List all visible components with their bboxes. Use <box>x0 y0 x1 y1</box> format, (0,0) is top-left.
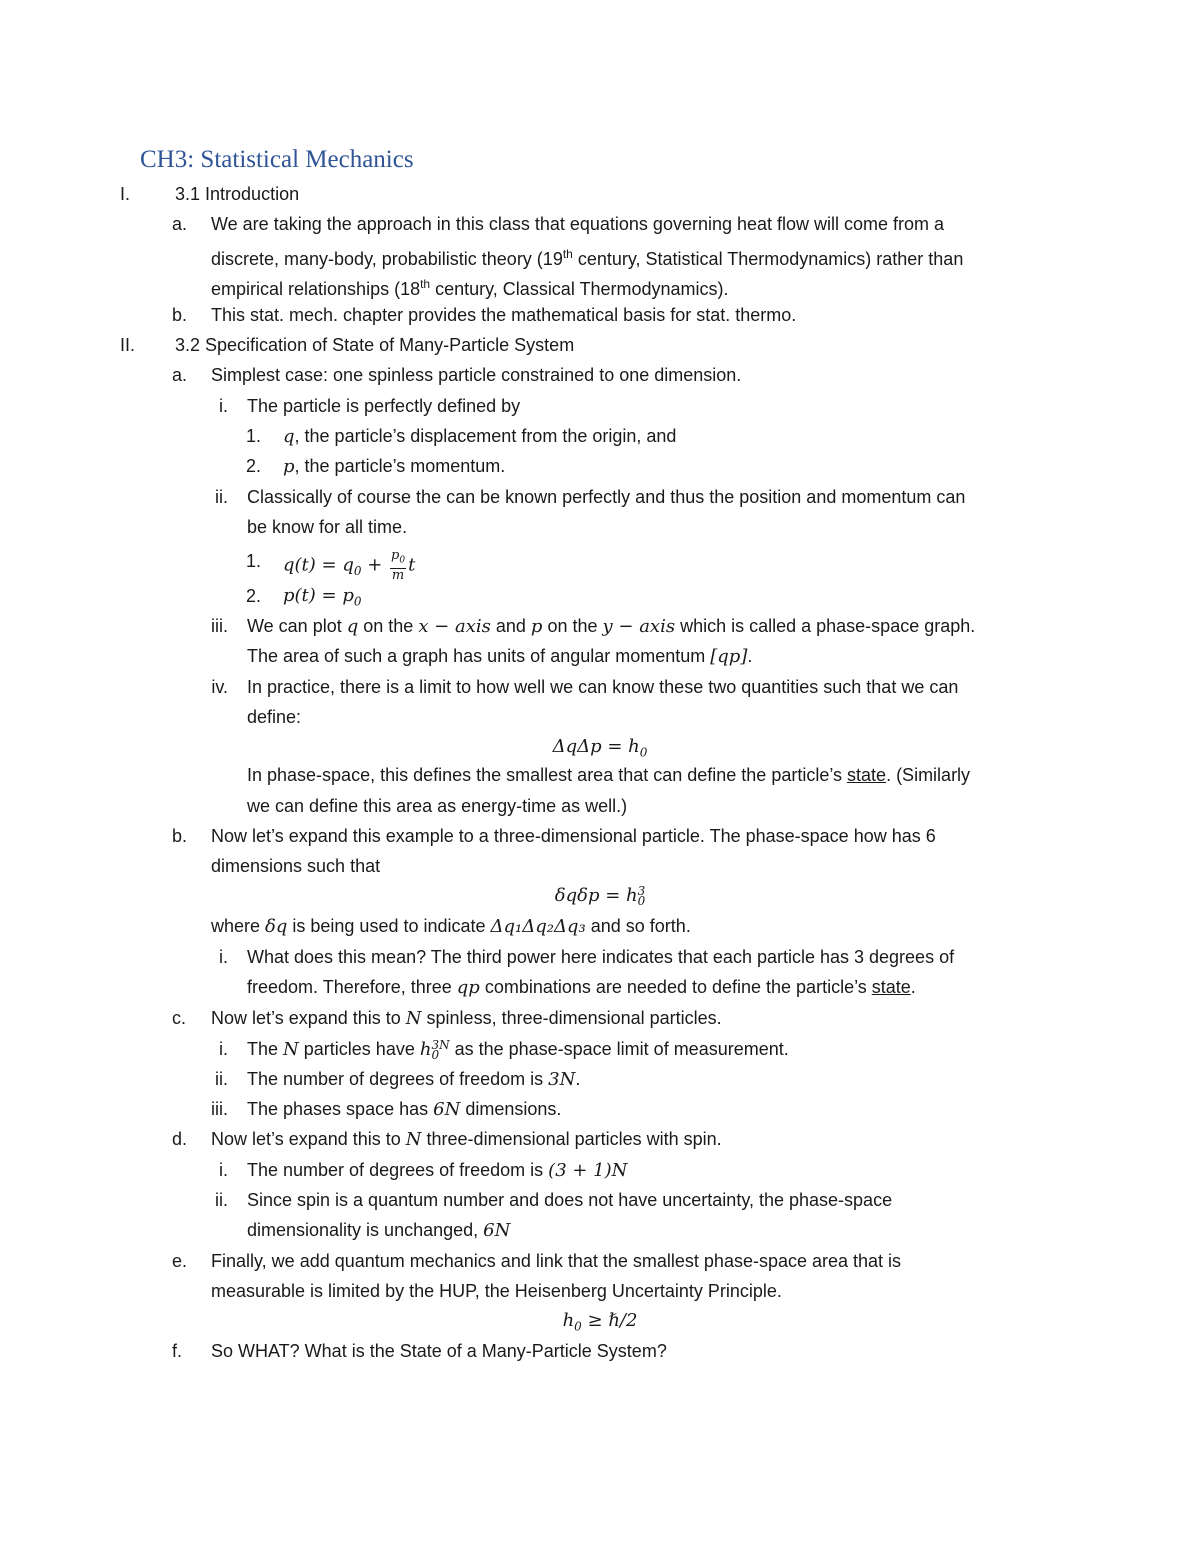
item-marker: c. <box>172 1008 187 1028</box>
paragraph-line: We can plot q on the x − axis and p on the y − axis which is called a phase-space graph. <box>247 616 976 637</box>
section-marker: II. <box>120 335 136 355</box>
paragraph-line: Now let’s expand this to N spinless, three-dimensional particles. <box>211 1008 722 1029</box>
item-marker: 2. <box>246 586 262 606</box>
section-heading: 3.2 Specification of State of Many-Particle System <box>175 335 575 355</box>
paragraph-line: We are taking the approach in this class that equations governing heat flow will come from a <box>211 214 945 234</box>
equation: $p(t) = p_0$ <box>283 585 362 609</box>
paragraph-line: The N particles have h 3N 0 as the phase-space limit of measurement. <box>247 1038 789 1063</box>
section-marker: I. <box>120 184 131 204</box>
paragraph-line: The number of degrees of freedom is (3 + 1)N <box>247 1160 628 1181</box>
item-marker: a. <box>172 214 188 234</box>
paragraph-line: Classically of course the can be known perfectly and thus the position and momentum can <box>247 487 966 507</box>
item-marker: ii. <box>215 1190 228 1210</box>
paragraph-line: define: <box>247 707 302 727</box>
paragraph-line: Finally, we add quantum mechanics and link that the smallest phase-space area that is <box>211 1251 902 1271</box>
paragraph-line: Now let’s expand this to N three-dimensional particles with spin. <box>211 1129 722 1150</box>
paragraph-line: So WHAT? What is the State of a Many-Particle System? <box>211 1341 667 1361</box>
paragraph-line: freedom. Therefore, three qp combinations are needed to define the particle’s state. <box>247 977 916 998</box>
item-marker: iv. <box>211 677 228 697</box>
paragraph-line: be know for all time. <box>247 517 408 537</box>
paragraph-line: What does this mean? The third power here indicates that each particle has 3 degrees of <box>247 947 955 967</box>
item-marker: f. <box>172 1341 183 1361</box>
item-marker: 1. <box>246 551 262 571</box>
item-marker: iii. <box>211 1099 228 1119</box>
item-marker: ii. <box>215 487 228 507</box>
paragraph-line: measurable is limited by the HUP, the Heisenberg Uncertainty Principle. <box>211 1281 782 1301</box>
paragraph-line: q, the particle’s displacement from the origin, and <box>283 426 677 447</box>
centered-equation: δqδp = h 3 0 <box>554 884 646 908</box>
paragraph-line: where δq is being used to indicate Δq₁Δq₂Δq₃ and so forth. <box>211 916 691 937</box>
paragraph-line: p, the particle’s momentum. <box>283 456 506 477</box>
paragraph-line: dimensions such that <box>211 856 381 876</box>
paragraph-line: The particle is perfectly defined by <box>247 396 521 416</box>
paragraph-line: This stat. mech. chapter provides the mathematical basis for stat. thermo. <box>211 305 797 325</box>
item-marker: b. <box>172 826 188 846</box>
item-marker: d. <box>172 1129 188 1149</box>
paragraph-line: Now let’s expand this example to a three-dimensional particle. The phase-space how has 6 <box>211 826 936 846</box>
centered-equation: $\Delta q\Delta p = h_0$ <box>552 736 648 760</box>
paragraph-line: we can define this area as energy-time as well.) <box>247 796 628 816</box>
centered-equation: $h_0$ ≥ ℏ/2 <box>562 1310 638 1334</box>
paragraph-line: The phases space has 6N dimensions. <box>247 1099 562 1120</box>
item-marker: iii. <box>211 616 228 636</box>
item-marker: i. <box>219 947 228 967</box>
paragraph-line: Simplest case: one spinless particle constrained to one dimension. <box>211 365 742 385</box>
item-marker: e. <box>172 1251 188 1271</box>
paragraph-line: The number of degrees of freedom is 3N. <box>247 1069 581 1090</box>
chapter-title: CH3: Statistical Mechanics <box>140 146 414 173</box>
item-marker: ii. <box>215 1069 228 1089</box>
section-heading: 3.1 Introduction <box>175 184 300 204</box>
paragraph-line: Since spin is a quantum number and does not have uncertainty, the phase-space <box>247 1190 893 1210</box>
paragraph-line: discrete, many-body, probabilistic theory (19th century, Statistical Thermodynamics) rather than <box>211 247 964 269</box>
paragraph-line: In phase-space, this defines the smallest area that can define the particle’s state. (Similarly <box>247 765 971 785</box>
item-marker: 1. <box>246 426 262 446</box>
paragraph-line: empirical relationships (18th century, Classical Thermodynamics). <box>211 277 729 299</box>
item-marker: a. <box>172 365 188 385</box>
item-marker: i. <box>219 1039 228 1059</box>
item-marker: b. <box>172 305 188 325</box>
paragraph-line: The area of such a graph has units of angular momentum [qp]. <box>247 646 753 667</box>
item-marker: i. <box>219 396 228 416</box>
paragraph-line: In practice, there is a limit to how well we can know these two quantities such that we can <box>247 677 959 697</box>
paragraph-line: dimensionality is unchanged, 6N <box>247 1220 511 1241</box>
equation: $q(t) = q_0$ + $\frac{p_0}{m}$ t <box>283 548 416 583</box>
item-marker: 2. <box>246 456 262 476</box>
item-marker: i. <box>219 1160 228 1180</box>
